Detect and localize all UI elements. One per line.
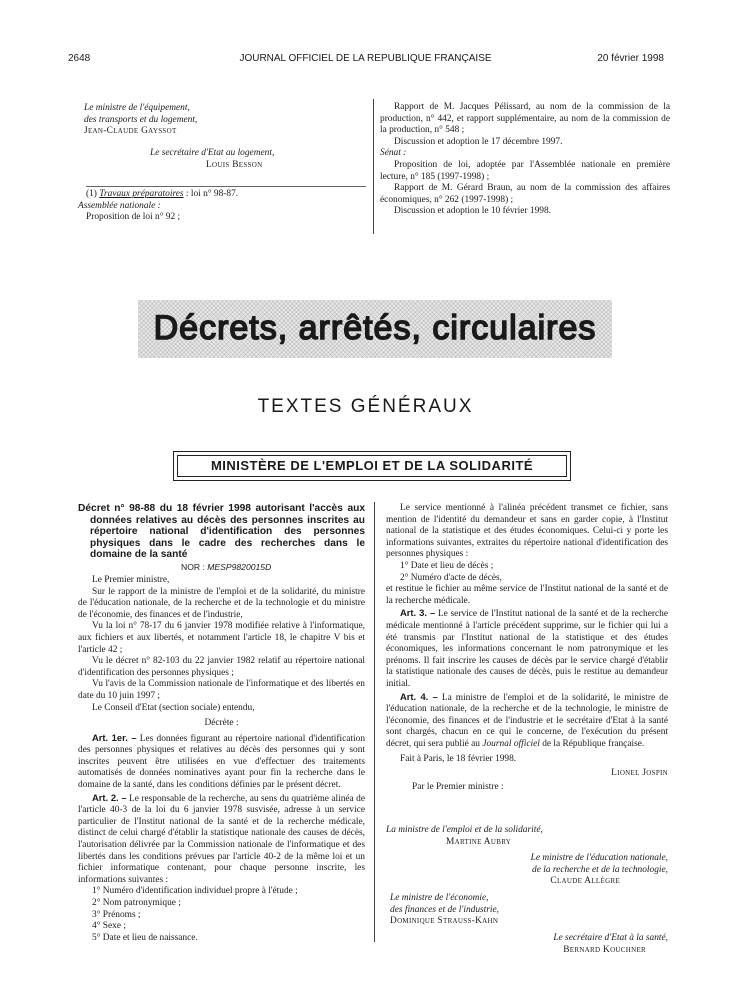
sig2-title-2: de la recherche et de la technologie, [532, 864, 668, 875]
nor-line [181, 561, 365, 573]
column-divider-top [373, 99, 374, 234]
signature-premier-ministre: Lionel Jospin [611, 768, 668, 779]
article-4 [386, 691, 668, 751]
proposition-senat: Proposition de loi, adoptée par l'Assemblée nationale en première lecture, n° 185 (1997-1998) ; [380, 159, 670, 182]
discussion-1: Discussion et adoption le 17 décembre 1997. [394, 136, 563, 147]
sig4-title: Le secrétaire d'Etat à la santé, [553, 933, 668, 943]
premier-ministre: Le Premier ministre, [92, 574, 170, 585]
decree-right-column [386, 503, 668, 793]
minister-title-line2: des transports et du logement, [84, 114, 198, 125]
section-title: TEXTES GÉNÉRAUX [257, 396, 474, 417]
article-2-list [78, 886, 365, 944]
sig1-name: Martine Aubry [446, 836, 512, 847]
column-divider-bottom [374, 502, 375, 942]
decree-left-column [78, 503, 365, 944]
sig3-title-1: Le ministre de l'économie, [390, 893, 489, 903]
par-le-premier-ministre: Par le Premier ministre : [412, 781, 504, 792]
minister-name: Jean-Claude Gayssot [84, 126, 177, 137]
issue-date: 20 février 1998 [597, 53, 664, 64]
article-3-text: Le service de l'Institut national de la santé et de la recherche médicale mentionné à l'article précédent supprime, sur le fichier qui lui a été transmis par l'Institut national de la statistique et des études économiques, les informations concernant le nom patronymique et les prénoms. Il fait inscrire les causes de décès par le service chargé d'établir la statistique nationale des causes de décès, puis le restitue au demandeur initial. [386, 609, 668, 689]
article-2-label: Art. 2. – [92, 791, 127, 803]
sig1-title: La ministre de l'emploi et de la solidarité, [386, 825, 543, 835]
vu-decret-82-103: Vu le décret n° 82-103 du 22 janvier 1982 relatif au répertoire national d'identification des personnes physiques ; [78, 656, 365, 678]
list-item: 5° Date et lieu de naissance. [92, 932, 198, 943]
nor-value: MESP9820015D [207, 561, 272, 572]
sur-le-rapport: Sur le rapport de la ministre de l'emploi et de la solidarité, du ministre de l'éducation nationale, de la recherche et de la technologie et du ministre de l'économie, des finances et de l'industrie, [78, 586, 365, 620]
list-item: 4° Sexe ; [92, 921, 126, 932]
sig3-name: Dominique Strauss-Kahn [390, 916, 499, 927]
footnote-value: : loi n° 98-87. [185, 189, 239, 199]
conseil-etat: Le Conseil d'Etat (section sociale) entendu, [92, 702, 255, 713]
article-3-label: Art. 3. – [400, 607, 436, 619]
rapport-braun: Rapport de M. Gérard Braun, au nom de la commission des affaires économiques, n° 262 (1997-1998) ; [380, 183, 670, 205]
footnote-block [78, 186, 366, 224]
article-4-label: Art. 4. – [400, 690, 438, 702]
nor-label: NOR : [181, 561, 205, 572]
list-item: 2° Numéro d'acte de décès, [400, 572, 503, 583]
secretary-title: Le secrétaire d'Etat au logement, [150, 148, 275, 158]
restitution: et restitue le fichier au même service de l'Institut national de la santé et de la recherche médicale. [386, 584, 668, 606]
article-1 [78, 732, 365, 792]
sig3-title-2: des finances et de l'industrie, [390, 904, 500, 915]
vu-loi-78-17: Vu la loi n° 78-17 du 6 janvier 1978 modifiée relative à l'informatique, aux fichiers et aux libertés, et notamment l'article 18, le chapitre V bis et l'article 42 ; [78, 621, 365, 655]
decrete: Décrète : [204, 718, 239, 729]
rapport-pelissard: Rapport de M. Jacques Pélissard, au nom de la commission de la production, n° 442, et rapport supplémentaire, au nom de la commission de la production, n° 548 ; [380, 102, 670, 136]
previous-law-signatures [84, 103, 284, 138]
assemblee-label: Assemblée nationale : [78, 200, 161, 211]
sig2-title-1: Le ministre de l'éducation nationale, [530, 853, 668, 863]
section-banner: Décrets, arrêtés, circulaires [153, 309, 597, 347]
journal-title: JOURNAL OFFICIEL DE LA REPUBLIQUE FRANÇAISE [239, 53, 492, 64]
ministry-heading: MINISTÈRE DE L'EMPLOI ET DE LA SOLIDARITÉ [177, 455, 567, 477]
footnote-line [86, 189, 366, 201]
page-number: 2648 [68, 53, 91, 64]
article-2-text: Le responsable de la recherche, au sens du quatrième alinéa de l'article 40-3 de la loi du 6 janvier 1978 susvisée, adresse à un service particulier de l'Institut national de la santé et de la recherche médicale, distinct de celui chargé d'établir la statistique nationale des causes de décès, l'autorisation délivrée par la Commission nationale de l'informatique et des libertés dans les conditions prévues par l'article 40-2 de la même loi et un fichier informatique contenant, pour chaque personne inscrite, les informations suivantes : [78, 793, 365, 885]
senat-label: Sénat : [380, 148, 407, 159]
article-4-text-b: de la République française. [542, 738, 645, 749]
minister-title-line1: Le ministre de l'équipement, [84, 103, 190, 113]
signature-strauss-kahn [390, 893, 672, 928]
fait-a-paris: Fait à Paris, le 18 février 1998. [400, 754, 517, 765]
list-item: 2° Nom patronymique ; [92, 898, 181, 908]
list-item: 1° Date et lieu de décès ; [400, 560, 494, 571]
journal-officiel-ref: Journal officiel [482, 738, 540, 749]
list-item: 1° Numéro d'identification individuel propre à l'étude ; [92, 886, 298, 897]
decree-title: Décret n° 98-88 du 18 février 1998 autorisant l'accès aux données relatives au décès des personnes inscrites au répertoire national d'identification des personnes physiques dans le cadre des recherches dans le domaine de la santé [78, 503, 365, 561]
secretary-signature [150, 148, 350, 171]
signature-kouchner [386, 933, 668, 956]
discussion-2: Discussion et adoption le 10 février 1998. [394, 206, 551, 217]
article-1-text: Les données figurant au répertoire national d'identification des personnes physiques et relatives au décès des personnes qui y sont inscrites peuvent être utilisées en vue d'effectuer des traitements automatisés de données nominatives ayant pour fin la recherche dans le domaine de la santé, dans les conditions définies par le présent décret. [78, 733, 366, 791]
signature-allegre [386, 853, 668, 888]
proposition-line: Proposition de loi n° 92 ; [86, 212, 181, 223]
footnote-ref: (1) [86, 189, 97, 199]
insee-list [386, 561, 668, 584]
sig4-name: Bernard Kouchner [563, 944, 646, 955]
footnote-label: Travaux préparatoires [99, 189, 184, 199]
legislative-history [380, 102, 670, 218]
secretary-name: Louis Besson [206, 159, 263, 170]
sig2-name: Claude Allègre [550, 876, 620, 887]
article-3 [386, 607, 668, 690]
service-transmission: Le service mentionné à l'alinéa précédent transmet ce fichier, sans mention de l'identité du demandeur et sans en garder copie, à l'Institut national de la statistique et des études économiques. Celui-ci y porte les informations suivantes, extraites du répertoire national d'identification des personnes physiques : [386, 503, 668, 560]
article-1-label: Art. 1er. – [92, 731, 137, 743]
list-item: 3° Prénoms ; [92, 909, 141, 920]
article-2 [78, 792, 365, 887]
vu-avis-cnil: Vu l'avis de la Commission nationale de l'informatique et des libertés en date du 10 juin 1997 ; [78, 679, 365, 701]
article-4-text-a: La ministre de l'emploi et de la solidarité, le ministre de l'éducation nationale, de la recherche et de la technologie, le ministre de l'économie, des finances et de l'industrie et le secrétaire d'Etat à la santé sont chargés, chacun en ce qui le concerne, de l'exécution du présent décret, qui sera publié au [386, 692, 669, 749]
signature-aubry [386, 825, 668, 848]
